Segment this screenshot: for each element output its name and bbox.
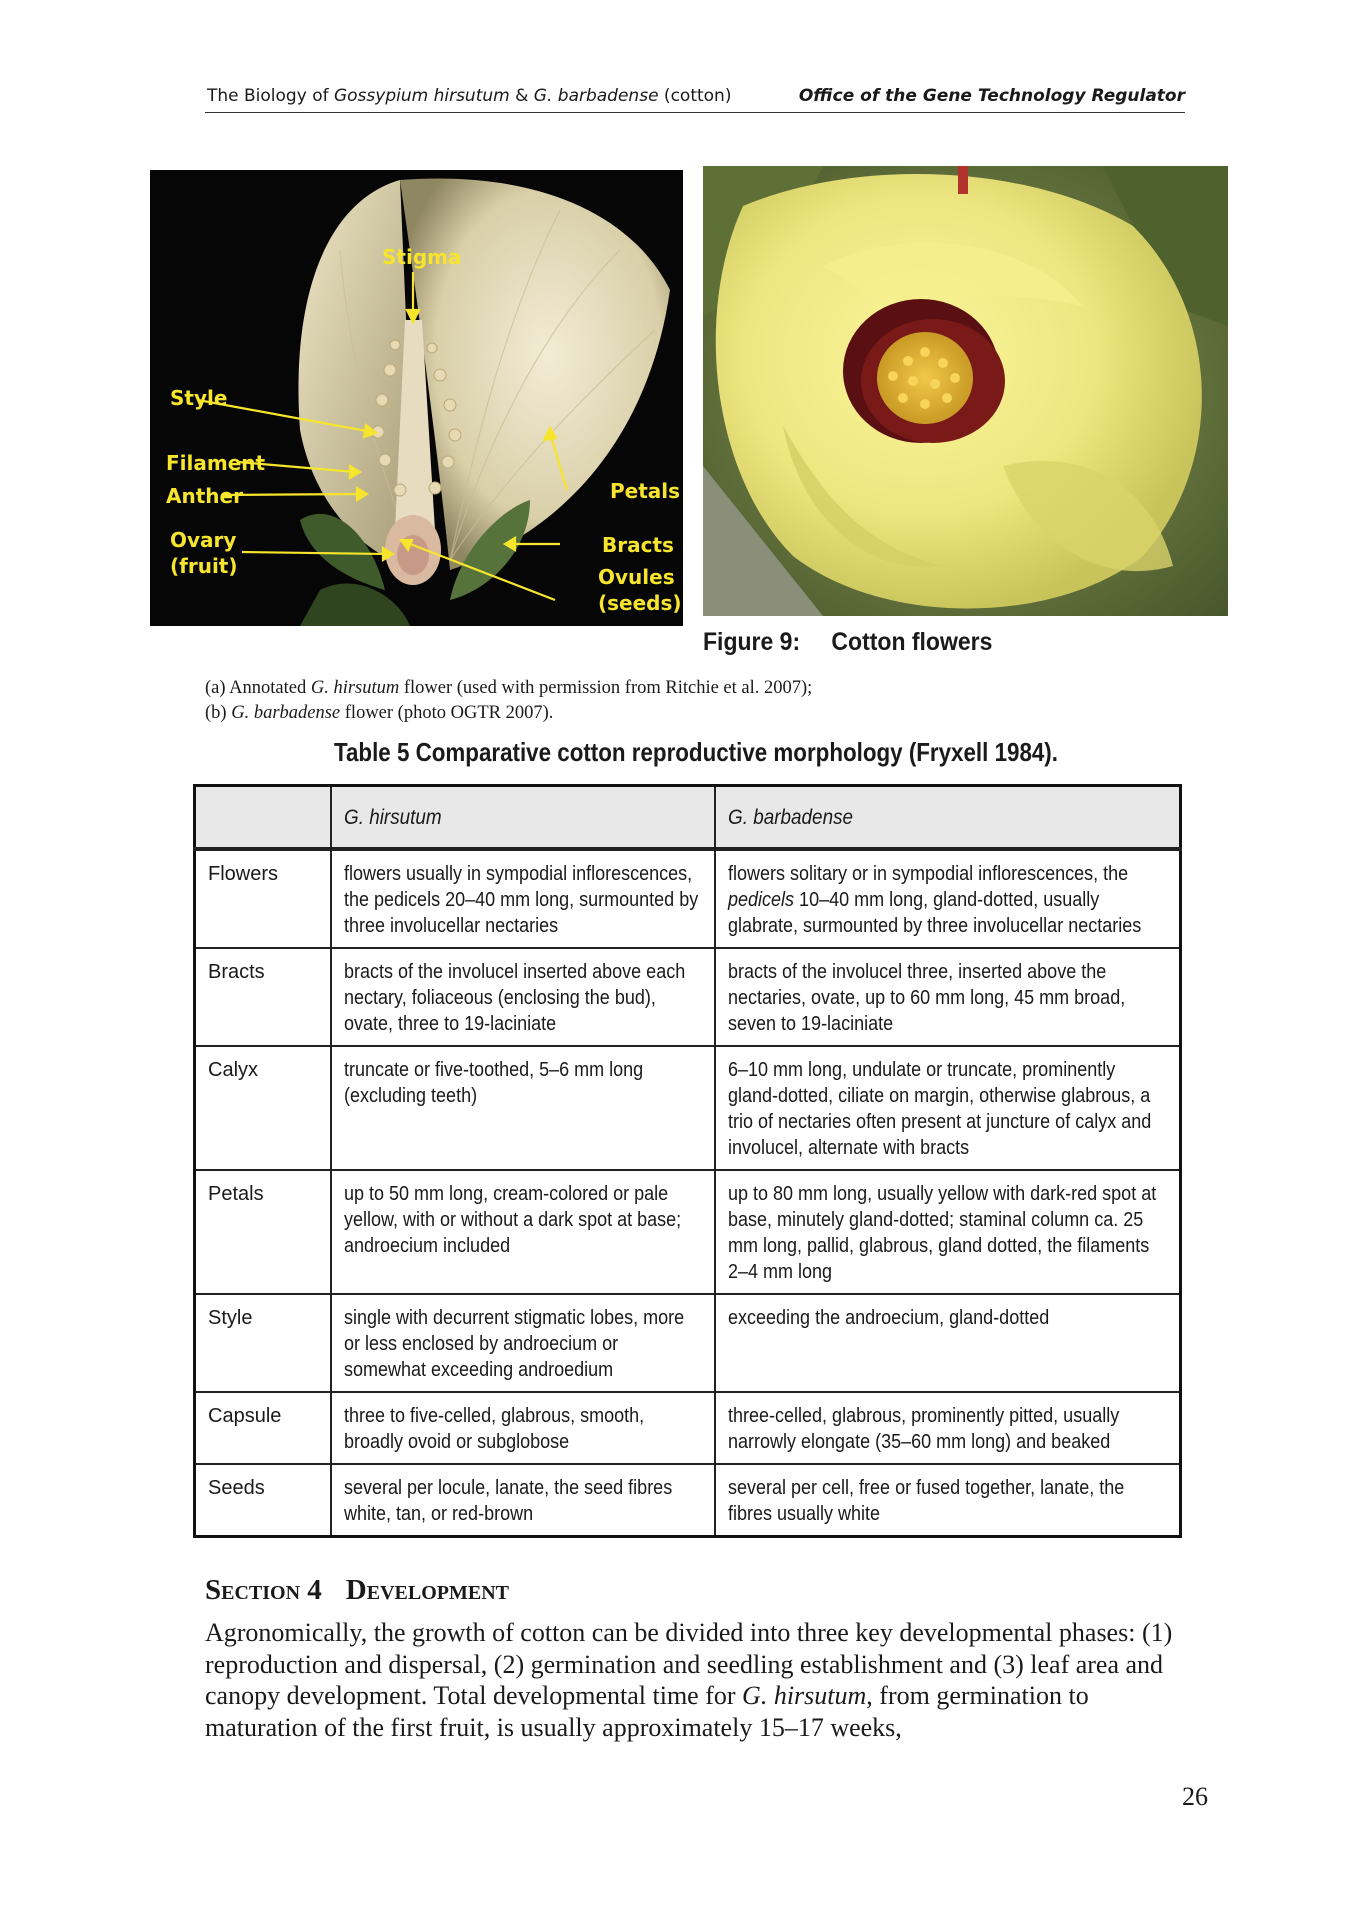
cell-barbadense: 6–10 mm long, undulate or truncate, prominently gland-dotted, ciliate on margin, otherwise glabrous, a trio of nectaries often present at juncture of calyx and involucel, alternate with bracts: [715, 1046, 1180, 1170]
label-fruit: (fruit): [170, 554, 238, 578]
running-header: [205, 84, 1185, 113]
table-title: Table 5 Comparative cotton reproductive morphology (Fryxell 1984).: [334, 737, 1058, 767]
header-hirsutum: G. hirsutum: [331, 786, 715, 850]
header-barbadense: G. barbadense: [715, 786, 1180, 850]
cell-hirsutum: flowers usually in sympodial inflorescences, the pedicels 20–40 mm long, surmounted by three involucellar nectaries: [331, 849, 715, 948]
header-organization: Office of the Gene Technology Regulator: [798, 86, 1185, 106]
cell-hirsutum: single with decurrent stigmatic lobes, more or less enclosed by androecium or somewhat exceeding androedium: [331, 1294, 715, 1392]
figure-caption: [205, 676, 812, 726]
table-row: [195, 1294, 1181, 1392]
cell-barbadense: up to 80 mm long, usually yellow with dark-red spot at base, minutely gland-dotted; staminal column ca. 25 mm long, pallid, glabrous, gland dotted, the filaments 2–4 mm long: [715, 1170, 1180, 1294]
label-ovary: Ovary: [170, 528, 237, 552]
table-row: [195, 849, 1181, 948]
row-label: Calyx: [195, 1046, 332, 1170]
cell-hirsutum: truncate or five-toothed, 5–6 mm long (excluding teeth): [331, 1046, 715, 1170]
label-ovules: Ovules: [598, 565, 675, 589]
yellow-flower-illustration: [703, 166, 1228, 616]
cell-barbadense: bracts of the involucel three, inserted above the nectaries, ovate, up to 60 mm long, 45 mm broad, seven to 19-laciniate: [715, 948, 1180, 1046]
cell-barbadense: several per cell, free or fused together, lanate, the fibres usually white: [715, 1464, 1180, 1537]
label-petals: Petals: [610, 479, 681, 503]
cell-barbadense: exceeding the androecium, gland-dotted: [715, 1294, 1180, 1392]
table-row: [195, 1464, 1181, 1537]
row-label: Seeds: [195, 1464, 332, 1537]
label-anther: Anther: [166, 484, 243, 508]
cell-barbadense: flowers solitary or in sympodial inflorescences, the pedicels 10–40 mm long, gland-dotted, usually glabrate, surmounted by three involucellar nectaries: [715, 849, 1180, 948]
annotated-flower-illustration: [150, 170, 683, 626]
cell-hirsutum: three to five-celled, glabrous, smooth, broadly ovoid or subglobose: [331, 1392, 715, 1464]
row-label: Style: [195, 1294, 332, 1392]
table-row: [195, 948, 1181, 1046]
label-bracts: Bracts: [602, 533, 674, 557]
header-empty: [195, 786, 332, 850]
section-heading: Section 4 Development: [205, 1574, 509, 1606]
page-number: 26: [1182, 1782, 1208, 1811]
label-filament: Filament: [166, 451, 266, 475]
table-row: [195, 1170, 1181, 1294]
row-label: Bracts: [195, 948, 332, 1046]
label-style: Style: [170, 386, 228, 410]
header-title: The Biology of Gossypium hirsutum & G. barbadense (cotton): [207, 86, 732, 106]
figure-label: Figure 9: Cotton flowers: [703, 628, 993, 656]
barbadense-flower-photo: [703, 166, 1228, 616]
caption-line-a: (a) Annotated G. hirsutum flower (used with permission from Ritchie et al. 2007);: [205, 678, 813, 698]
row-label: Petals: [195, 1170, 332, 1294]
label-seeds: (seeds): [598, 591, 682, 615]
table-header-row: [195, 786, 1181, 850]
annotated-hirsutum-flower-image: [150, 170, 683, 626]
row-label: Capsule: [195, 1392, 332, 1464]
cell-hirsutum: several per locule, lanate, the seed fibres white, tan, or red-brown: [331, 1464, 715, 1537]
cell-barbadense: three-celled, glabrous, prominently pitted, usually narrowly elongate (35–60 mm long) and beaked: [715, 1392, 1180, 1464]
caption-line-b: (b) G. barbadense flower (photo OGTR 2007).: [205, 703, 554, 723]
table-row: [195, 1046, 1181, 1170]
section-paragraph: Agronomically, the growth of cotton can be divided into three key developmental phases: (1) reproduction and dispersal, (2) germination and seedling establishment and (3) leaf area and canopy development. Total developmental time for G. hirsutum, from germination to maturation of the first fruit, is usually approximately 15–17 weeks,: [205, 1618, 1173, 1742]
cell-hirsutum: bracts of the involucel inserted above each nectary, foliaceous (enclosing the bud), ovate, three to 19-laciniate: [331, 948, 715, 1046]
morphology-table: [193, 784, 1182, 1538]
cell-hirsutum: up to 50 mm long, cream-colored or pale yellow, with or without a dark spot at base; androecium included: [331, 1170, 715, 1294]
row-label: Flowers: [195, 849, 332, 948]
table-row: [195, 1392, 1181, 1464]
label-stigma: Stigma: [382, 245, 462, 269]
